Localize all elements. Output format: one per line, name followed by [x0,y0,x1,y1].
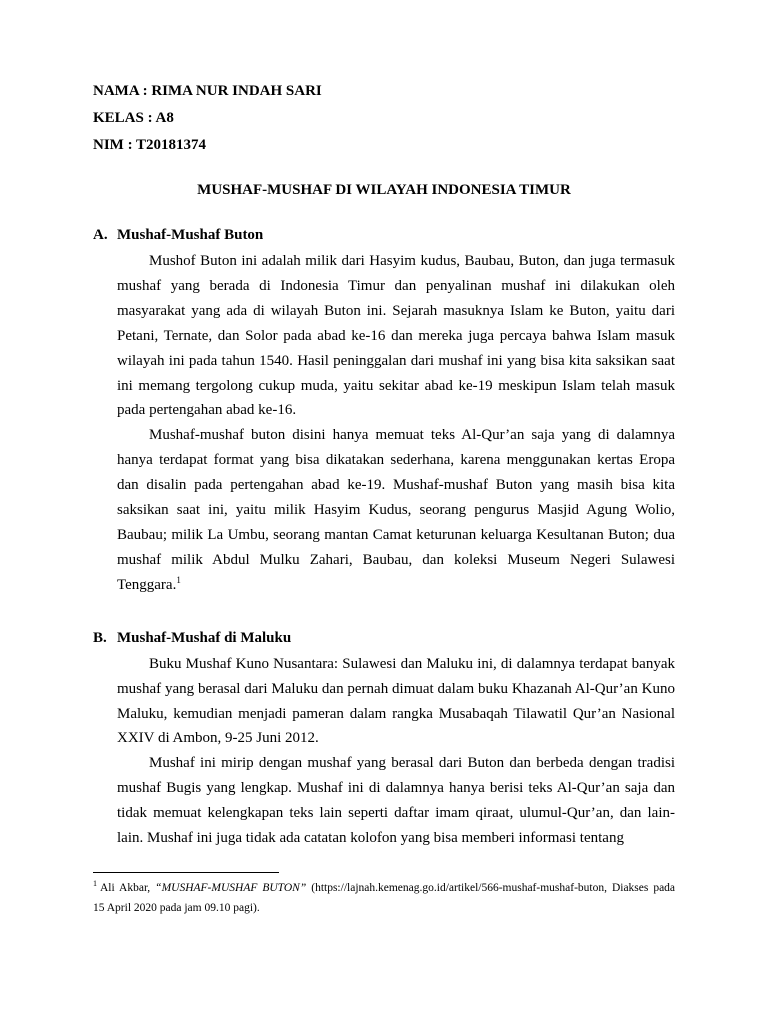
section-body [117,249,675,598]
section-letter: A. [93,227,108,243]
footnote-reference[interactable]: 1 [176,574,181,585]
paragraph: Buku Mushaf Kuno Nusantara: Sulawesi dan Maluku ini, di dalamnya terdapat banyak mushaf yang berasal dari Maluku dan pernah dimuat dalam buku Khazanah Al-Qur’an Kuno Maluku, kemudian menjadi pameran dalam rangka Musabaqah Tilawatil Qur’an Nasional XXIV di Ambon, 9-25 Juni 2012. [117,655,675,747]
paragraph: Mushaf-mushaf buton disini hanya memuat teks Al-Qur’an saja yang di dalamnya hanya terdapat format yang bisa dikatakan sederhana, karena menggunakan kertas Eropa dan disalin pada pertengahan abad ke-19. Mushaf-mushaf Buton yang masih bisa kita saksikan saat ini, yaitu milik Hasyim Kudus, seorang pengurus Masjid Agung Wolio, Baubau; milik La Umbu, seorang mantan Camat keturunan keluarga Kesultanan Buton; dua mushaf milik Abdul Mulku Zahari, Baubau, dan koleksi Museum Negeri Sulawesi Tenggara.$^1$ [117,427,675,593]
footnote-source: (https://lajnah.kemenag.go.id/artikel/566-mushaf-mushaf-buton, Diakses pada 15 April 2020 pada jam 09.10 pagi). [93,882,676,914]
footnote [93,878,675,918]
paragraph: Mushof Buton ini adalah milik dari Hasyim kudus, Baubau, Buton, dan juga termasuk mushaf yang berada di Indonesia Timur dan penyalinan mushaf ini dilakukan oleh masyarakat yang ada di wilayah Buton ini. Sejarah masuknya Islam ke Buton, yaitu dari Petani, Ternate, dan Solor pada abad ke-16 dan mereka juga percaya bahwa Islam masuk wilayah ini pada tahun 1540. Hasil peninggalan dari mushaf ini yang bisa kita saksikan saat ini memang tergolong cukup muda, yaitu sekitar abad ke-19 meskipun Islam telah masuk pada pertengahan abad ke-16. [117,253,675,419]
paragraph: Mushaf ini mirip dengan mushaf yang berasal dari Buton dan berbeda dengan tradisi mushaf Bugis yang lengkap. Mushaf ini di dalamnya hanya berisi teks Al-Qur’an saja dan tidak memuat kelengkapan teks lain seperti daftar imam qiraat, ulumul-Qur’an, dan lain-lain. Mushaf ini juga tidak ada catatan kolofon yang bisa memberi informasi tentang [117,755,675,847]
footnote-divider [93,872,279,873]
section-title: Mushaf-Mushaf Buton [117,227,264,243]
footnote-author: Ali Akbar, [100,882,151,894]
section-spacer [93,598,675,631]
document-title: MUSHAF-MUSHAF DI WILAYAH INDONESIA TIMUR [197,182,571,198]
section-body [117,652,675,851]
section-a [93,228,675,598]
section-b [93,631,675,851]
section-letter: B. [93,629,107,646]
section-heading [93,228,675,249]
section-title: Mushaf-Mushaf di Maluku [117,629,292,646]
footnote-title: “MUSHAF-MUSHAF BUTON” [155,882,307,894]
student-class: KELAS : A8 [93,110,174,126]
section-heading [93,631,675,652]
student-nim: NIM : T20181374 [93,137,207,153]
student-name: NAMA : RIMA NUR INDAH SARI [93,83,322,99]
footnote-number: 1 [93,879,97,888]
document-body [93,84,675,851]
